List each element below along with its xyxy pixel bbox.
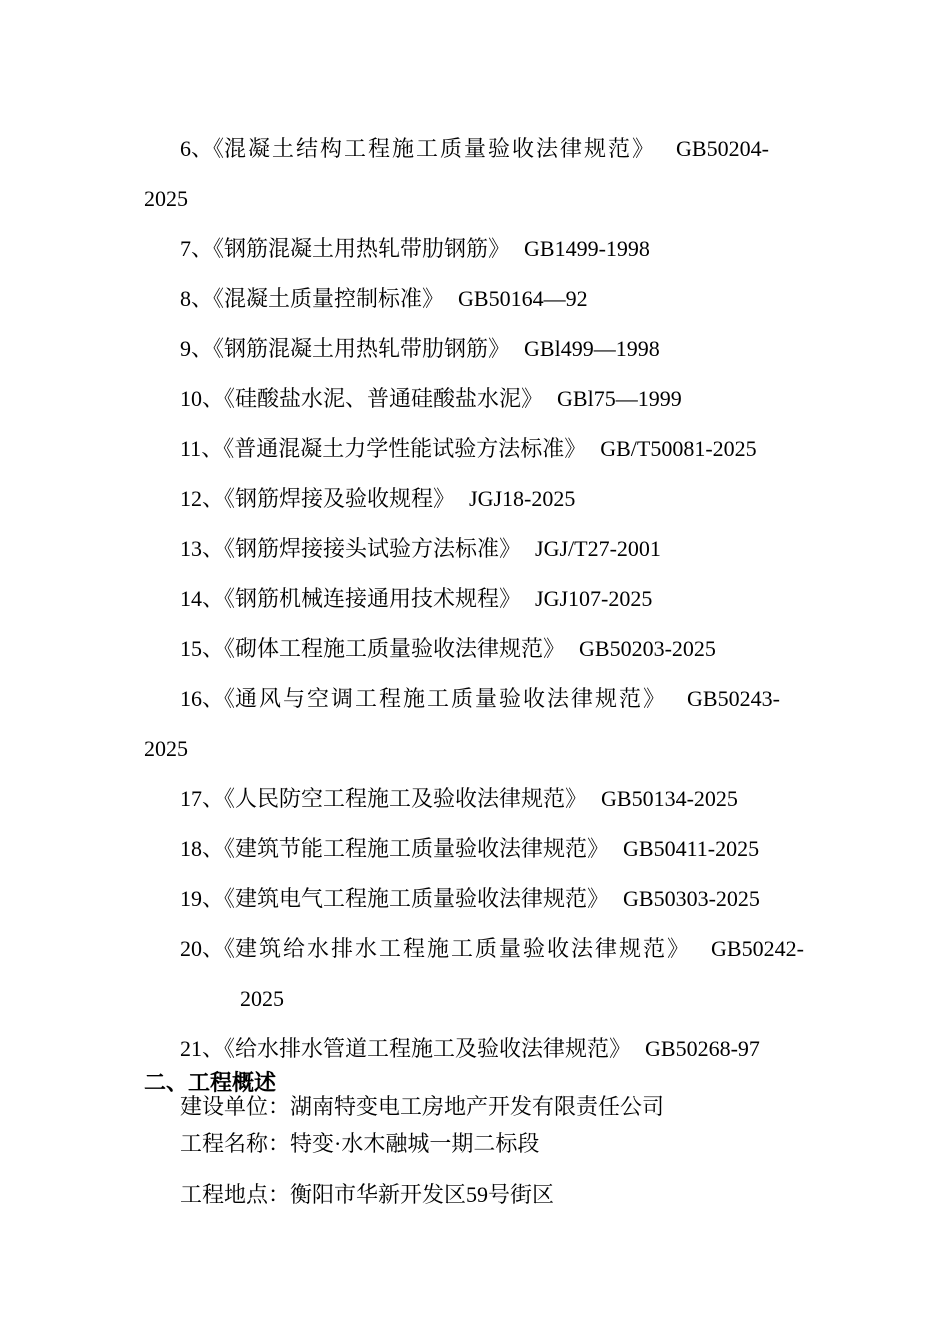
reference-item: 12、《钢筋焊接及验收规程》 JGJ18-2025 — [180, 486, 576, 511]
reference-code: JGJ/T27-2001 — [535, 536, 661, 561]
reference-title: 砌体工程施工质量验收法律规范 — [235, 636, 544, 661]
reference-number: 18 — [180, 836, 202, 861]
reference-title: 通风与空调工程施工质量验收法律规范 — [235, 686, 644, 711]
project-name-line: 工程名称：特变·水木融城一期二标段 — [180, 1131, 540, 1156]
reference-item: 11、《普通混凝土力学性能试验方法标准》 GB/T50081-2025 — [180, 436, 757, 461]
reference-title: 硅酸盐水泥、普通硅酸盐水泥 — [235, 386, 522, 411]
reference-title: 混凝土质量控制标准 — [224, 286, 423, 311]
owner-line: 建设单位：湖南特变电工房地产开发有限责任公司 — [180, 1094, 665, 1119]
reference-number: 15 — [180, 636, 202, 661]
reference-code: GBl75—1999 — [557, 386, 682, 411]
reference-code: GB50134-2025 — [601, 786, 738, 811]
reference-code: JGJ107-2025 — [535, 586, 653, 611]
reference-title: 钢筋机械连接通用技术规程 — [235, 586, 500, 611]
reference-code: JGJ18-2025 — [469, 486, 576, 511]
reference-code-continuation: 2025 — [144, 736, 188, 761]
reference-title: 建筑电气工程施工质量验收法律规范 — [235, 886, 588, 911]
reference-code: GB50243- — [687, 686, 780, 711]
reference-title: 人民防空工程施工及验收法律规范 — [235, 786, 566, 811]
reference-number: 20 — [180, 936, 202, 961]
reference-title: 钢筋混凝土用热轧带肋钢筋 — [224, 336, 489, 361]
reference-number: 14 — [180, 586, 202, 611]
reference-title: 普通混凝土力学性能试验方法标准 — [234, 436, 565, 461]
reference-code: GB50242- — [711, 936, 804, 961]
reference-number: 19 — [180, 886, 202, 911]
reference-number: 17 — [180, 786, 202, 811]
reference-item: 18、《建筑节能工程施工质量验收法律规范》 GB50411-2025 — [180, 836, 760, 861]
reference-code: GB50204- — [676, 136, 769, 161]
reference-number: 8 — [180, 286, 191, 311]
reference-number: 9 — [180, 336, 191, 361]
reference-item: 10、《硅酸盐水泥、普通硅酸盐水泥》 GBl75—1999 — [180, 386, 682, 411]
reference-item: 16、《通风与空调工程施工质量验收法律规范》 GB50243- — [180, 686, 780, 711]
reference-item: 8、《混凝土质量控制标准》 GB50164—92 — [180, 286, 588, 311]
reference-code: GBl499—1998 — [524, 336, 660, 361]
reference-item: 13、《钢筋焊接接头试验方法标准》 JGJ/T27-2001 — [180, 536, 661, 561]
reference-number: 12 — [180, 486, 202, 511]
reference-code: GB50164—92 — [458, 286, 588, 311]
reference-number: 21 — [180, 1036, 202, 1061]
reference-title: 钢筋混凝土用热轧带肋钢筋 — [224, 236, 489, 261]
reference-code-continuation: 2025 — [240, 986, 284, 1011]
reference-item: 6、《混凝土结构工程施工质量验收法律规范》 GB50204- — [180, 136, 769, 161]
reference-item: 17、《人民防空工程施工及验收法律规范》 GB50134-2025 — [180, 786, 738, 811]
reference-item: 7、《钢筋混凝土用热轧带肋钢筋》 GB1499-1998 — [180, 236, 650, 261]
reference-number: 7 — [180, 236, 191, 261]
reference-item: 15、《砌体工程施工质量验收法律规范》 GB50203-2025 — [180, 636, 716, 661]
reference-code: GB50303-2025 — [623, 886, 760, 911]
reference-title: 钢筋焊接接头试验方法标准 — [235, 536, 500, 561]
reference-code: GB50203-2025 — [579, 636, 716, 661]
reference-item: 21、《给水排水管道工程施工及验收法律规范》 GB50268-97 — [180, 1036, 760, 1061]
reference-code: GB1499-1998 — [524, 236, 650, 261]
reference-number: 10 — [180, 386, 202, 411]
reference-item: 14、《钢筋机械连接通用技术规程》 JGJ107-2025 — [180, 586, 653, 611]
reference-item: 20、《建筑给水排水工程施工质量验收法律规范》 GB50242- — [180, 936, 804, 961]
reference-code: GB50411-2025 — [623, 836, 760, 861]
section-heading: 二、工程概述 — [144, 1070, 277, 1095]
reference-title: 建筑给水排水工程施工质量验收法律规范 — [235, 936, 668, 961]
reference-title: 混凝土结构工程施工质量验收法律规范 — [224, 136, 633, 161]
reference-code-continuation: 2025 — [144, 186, 188, 211]
reference-item: 19、《建筑电气工程施工质量验收法律规范》 GB50303-2025 — [180, 886, 760, 911]
reference-code: GB50268-97 — [645, 1036, 760, 1061]
reference-number: 11 — [180, 436, 202, 461]
reference-number: 13 — [180, 536, 202, 561]
reference-title: 建筑节能工程施工质量验收法律规范 — [235, 836, 588, 861]
reference-item: 9、《钢筋混凝土用热轧带肋钢筋》 GBl499—1998 — [180, 336, 660, 361]
reference-title: 给水排水管道工程施工及验收法律规范 — [235, 1036, 610, 1061]
reference-number: 6 — [180, 136, 191, 161]
reference-number: 16 — [180, 686, 202, 711]
reference-code: GB/T50081-2025 — [600, 436, 757, 461]
location-line: 工程地点：衡阳市华新开发区59号街区 — [180, 1182, 555, 1207]
reference-title: 钢筋焊接及验收规程 — [235, 486, 434, 511]
